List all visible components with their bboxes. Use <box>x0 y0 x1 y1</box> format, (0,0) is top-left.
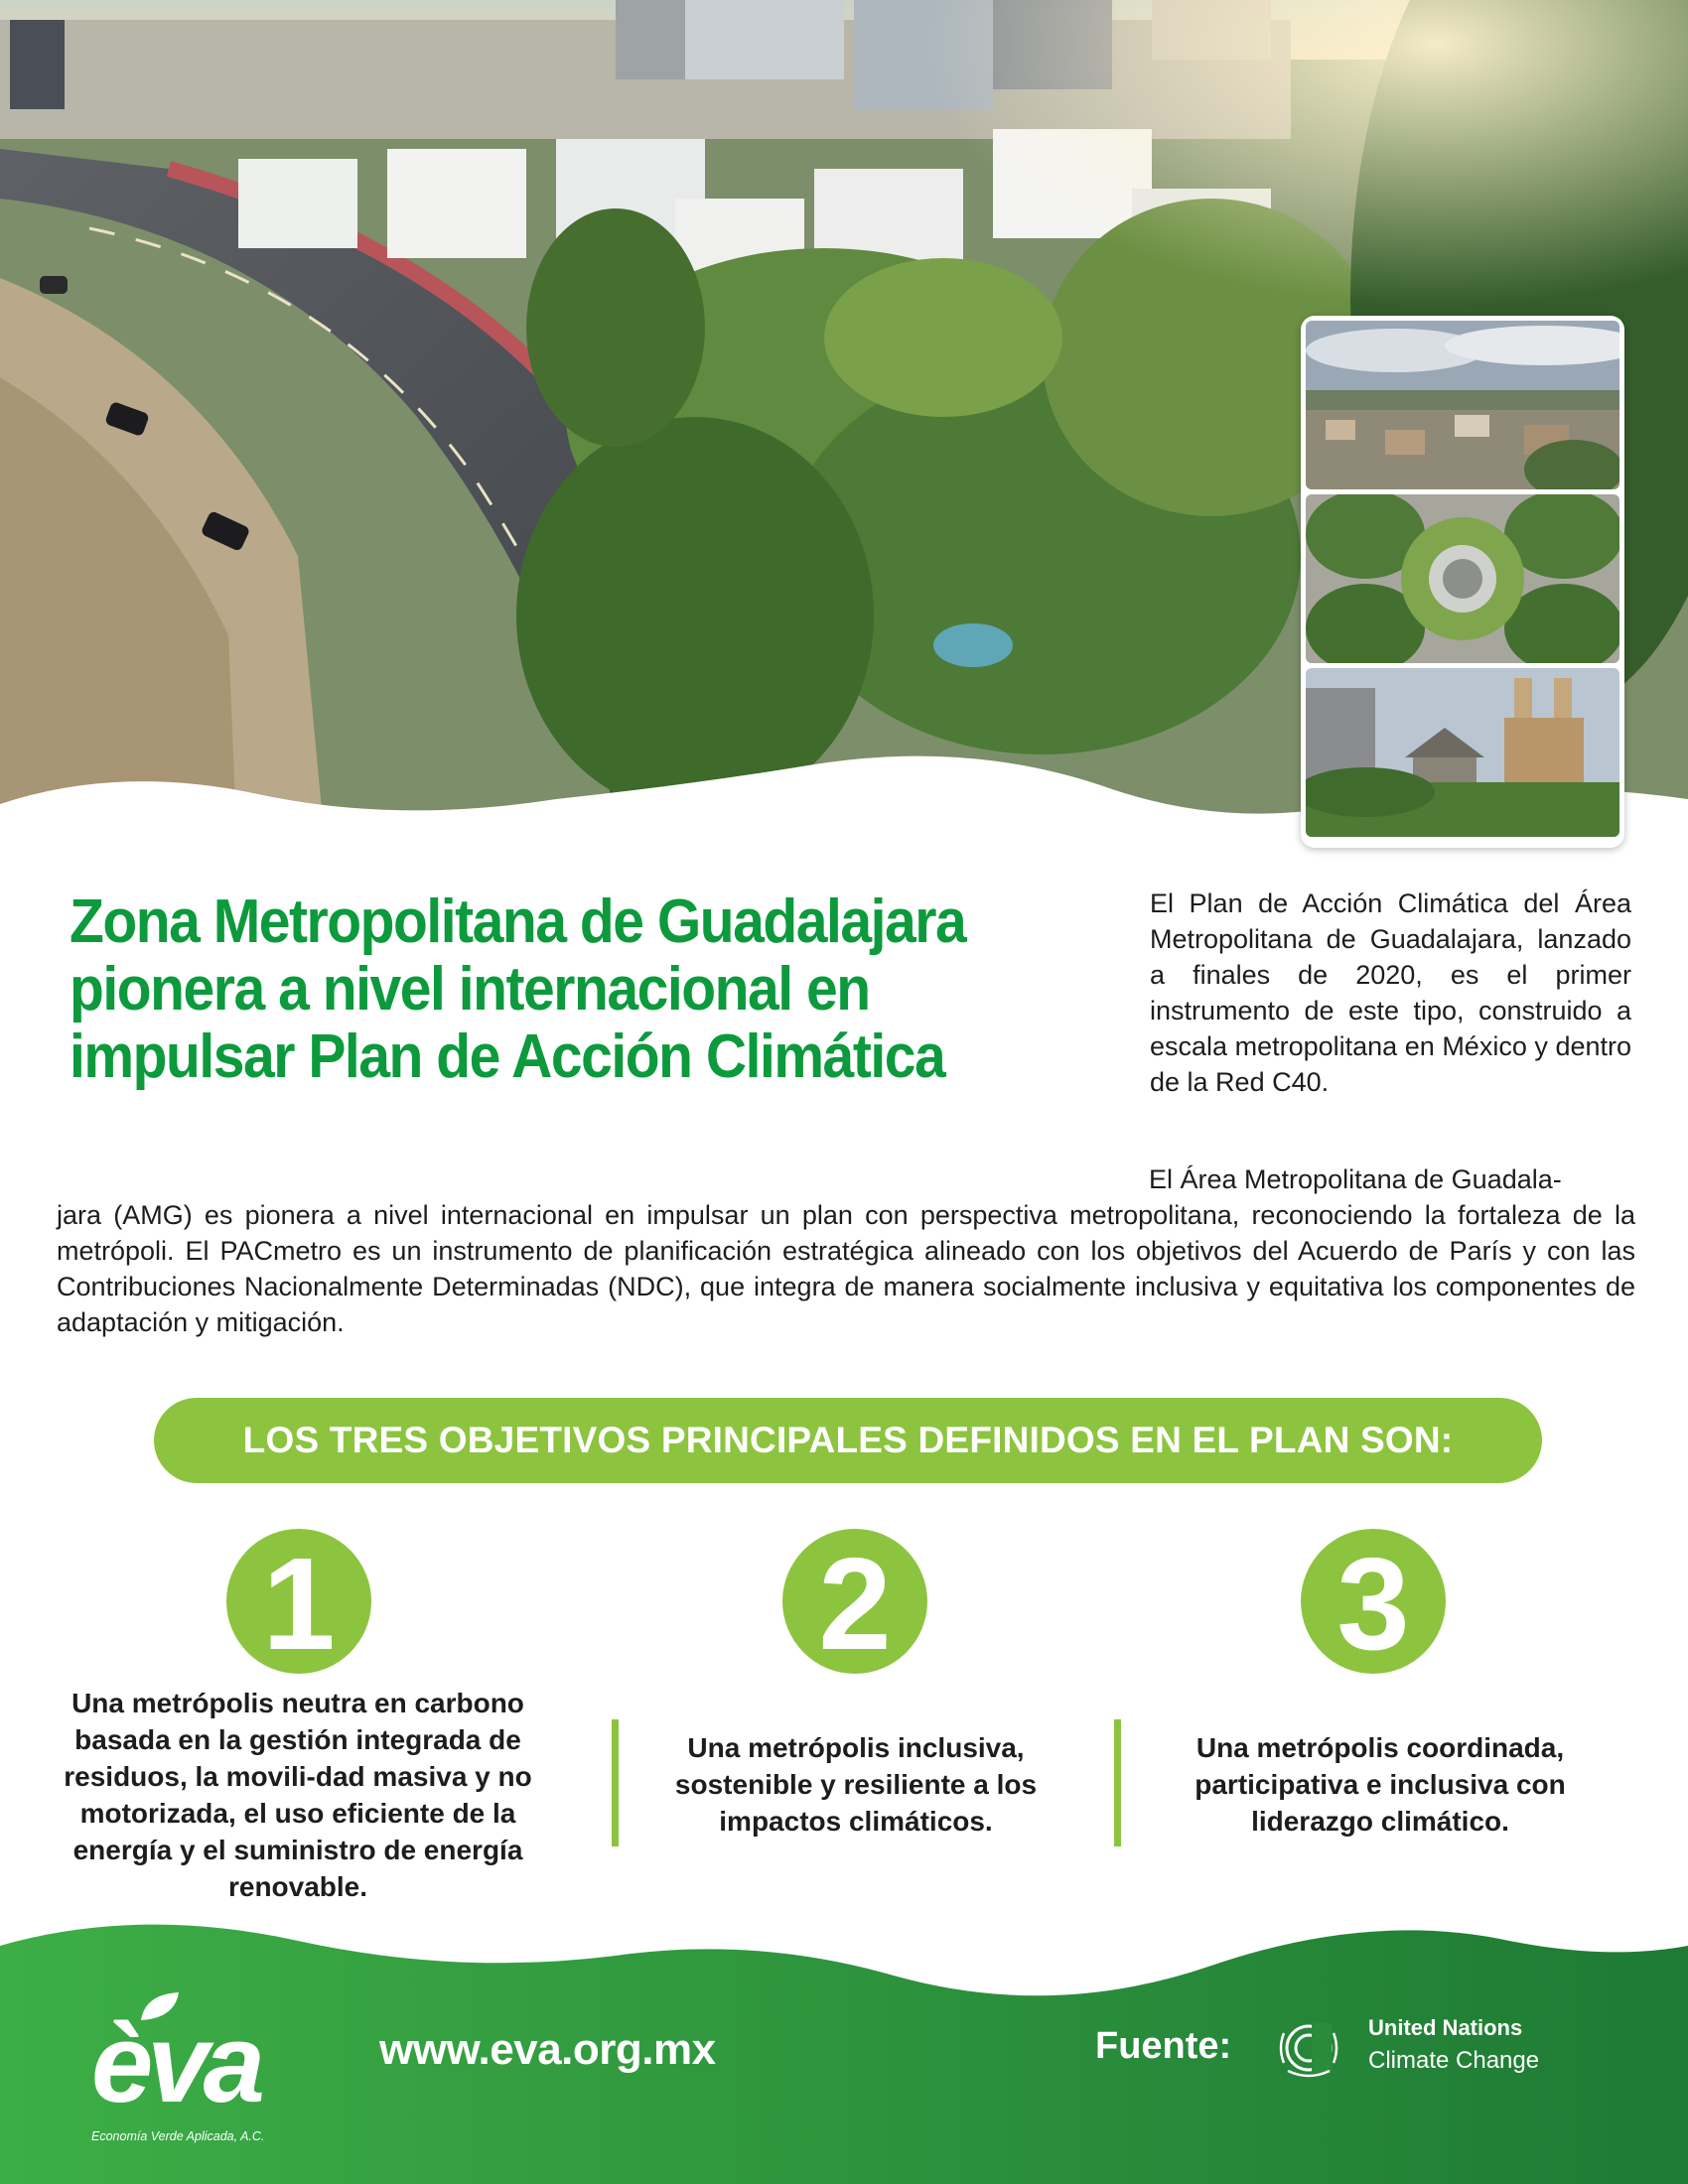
logo-wordmark: èva <box>91 2001 259 2125</box>
title-line-3: impulsar Plan de Acción Climática <box>70 1023 945 1091</box>
objectives-banner <box>154 1398 1542 1483</box>
objective-1-text: Una metrópolis neutra en carbono basada en la gestión integrada de residuos, la movili-dad masiva y no motorizada, el uso eficiente de la energía y el suministro de energía renovable. <box>64 1688 532 1902</box>
cathedral-plaza-photo <box>1306 668 1619 837</box>
page-title <box>70 888 1038 1091</box>
roundabout-aerial-photo <box>1306 494 1619 663</box>
thumbnail-strip <box>1301 316 1624 848</box>
objectives-banner-label: LOS TRES OBJETIVOS PRINCIPALES DEFINIDOS EN EL PLAN SON: <box>242 1420 1454 1460</box>
un-name: United Nations <box>1368 2015 1523 2040</box>
eva-logo <box>91 1990 330 2149</box>
intro-paragraph: El Plan de Acción Climática del Área Metropolitana de Guadalajara, lanzado a finales de 2020, es el primer instrumento de este tipo, construido a escala metropolitana en México y dentro de la Red C40. <box>1150 888 1631 1097</box>
un-climate-change-icon <box>1274 2013 1343 2083</box>
hero-photo <box>0 0 1688 874</box>
city-panorama-photo <box>1306 321 1619 489</box>
body-paragraph <box>57 1161 1635 1340</box>
headline <box>70 888 1122 1091</box>
objective-1-number <box>226 1529 371 1677</box>
divider-left <box>612 1719 619 1846</box>
divider-right <box>1114 1719 1121 1846</box>
objective-3-digit: 3 <box>1336 1531 1410 1677</box>
logo-subtitle: Economía Verde Aplicada, A.C. <box>91 2129 265 2143</box>
objective-2-digit: 2 <box>818 1531 892 1677</box>
objective-1-digit: 1 <box>262 1531 336 1677</box>
un-subtitle: Climate Change <box>1368 2047 1540 2074</box>
objective-2-number <box>782 1529 927 1677</box>
objective-2-text: Una metrópolis inclusiva, sostenible y resiliente a los impactos climáticos. <box>674 1732 1038 1837</box>
body-paragraph-rest: jara (AMG) es pionera a nivel internacional en impulsar un plan con perspectiva metropolitana, reconociendo la fortaleza de la metrópoli. El PACmetro es un instrumento de planificación estratégica alineado con los objetivos del Acuerdo de París y con las Contribuciones Nacionalmente Determinadas (NDC), que integra de manera socialmente inclusiva y equitativa los componentes de adaptación y mitigación. <box>57 1200 1635 1337</box>
website-link[interactable]: www.eva.org.mx <box>379 2025 716 2074</box>
title-line-2: pionera a nivel internacional en <box>70 955 870 1024</box>
source-label: Fuente: <box>1095 2025 1232 2067</box>
objective-3-text: Una metrópolis coordinada, participativa e inclusiva con liderazgo climático. <box>1195 1732 1566 1837</box>
body-paragraph-first-line: El Área Metropolitana de Guadala- <box>1149 1164 1562 1194</box>
objective-3-number <box>1301 1529 1446 1677</box>
title-line-1: Zona Metropolitana de Guadalajara <box>70 887 966 956</box>
